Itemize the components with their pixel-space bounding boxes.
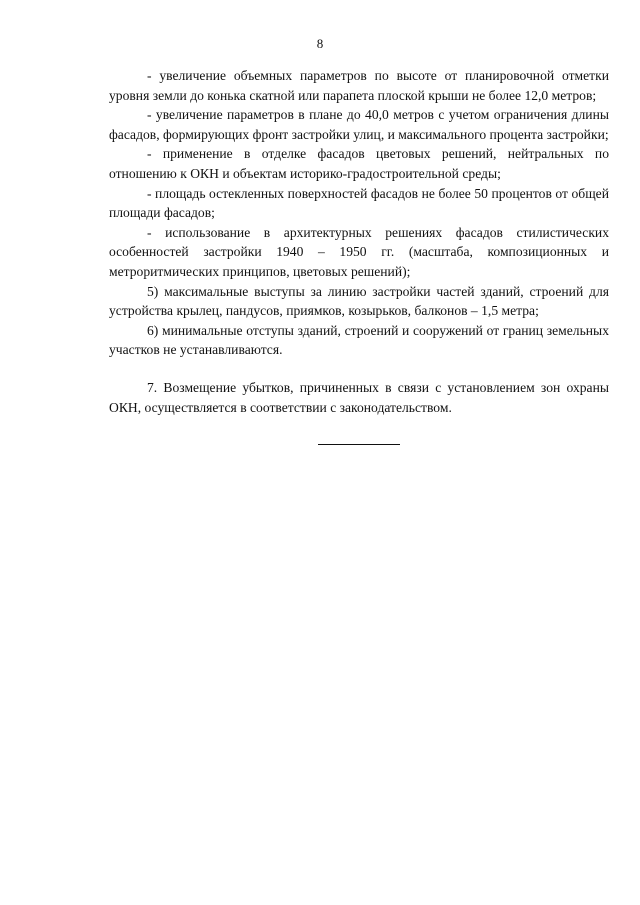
end-divider-line (318, 444, 400, 445)
paragraph-spacer (109, 360, 609, 378)
paragraph-architectural-style: - использование в архитектурных решениях фасадов стилистических особенностей застройки 1940 – 1950 гг. (масштаба, композиционных и метроритмических принципов, цветовых решений); (109, 224, 609, 279)
page-number: 8 (316, 36, 324, 51)
paragraph-facade-colors: - применение в отделке фасадов цветовых решений, нейтральных по отношению к ОКН и объектам историко-градостроительной среды; (109, 146, 609, 181)
paragraph-height-increase: - увеличение объемных параметров по высоте от планировочной отметки уровня земли до конька скатной или парапета плоской крыши не более 12,0 метров; (109, 68, 609, 103)
paragraph-compensation: 7. Возмещение убытков, причиненных в связи с установлением зон охраны ОКН, осуществляется в соответствии с законодательством. (109, 379, 609, 415)
paragraph-min-setbacks: 6) минимальные отступы зданий, строений и сооружений от границ земельных участков не устанавливаются. (109, 322, 609, 358)
paragraph-plan-parameters: - увеличение параметров в плане до 40,0 метров с учетом ограничения длины фасадов, формирующих фронт застройки улиц, и максимального процента застройки; (109, 107, 609, 142)
paragraph-glazing-area: - площадь остекленных поверхностей фасадов не более 50 процентов от общей площади фасадов; (109, 185, 609, 221)
paragraph-max-projections: 5) максимальные выступы за линию застройки частей зданий, строений для устройства крылец, пандусов, приямков, козырьков, балконов – 1,5 метра; (109, 283, 609, 319)
document-body (109, 66, 609, 417)
